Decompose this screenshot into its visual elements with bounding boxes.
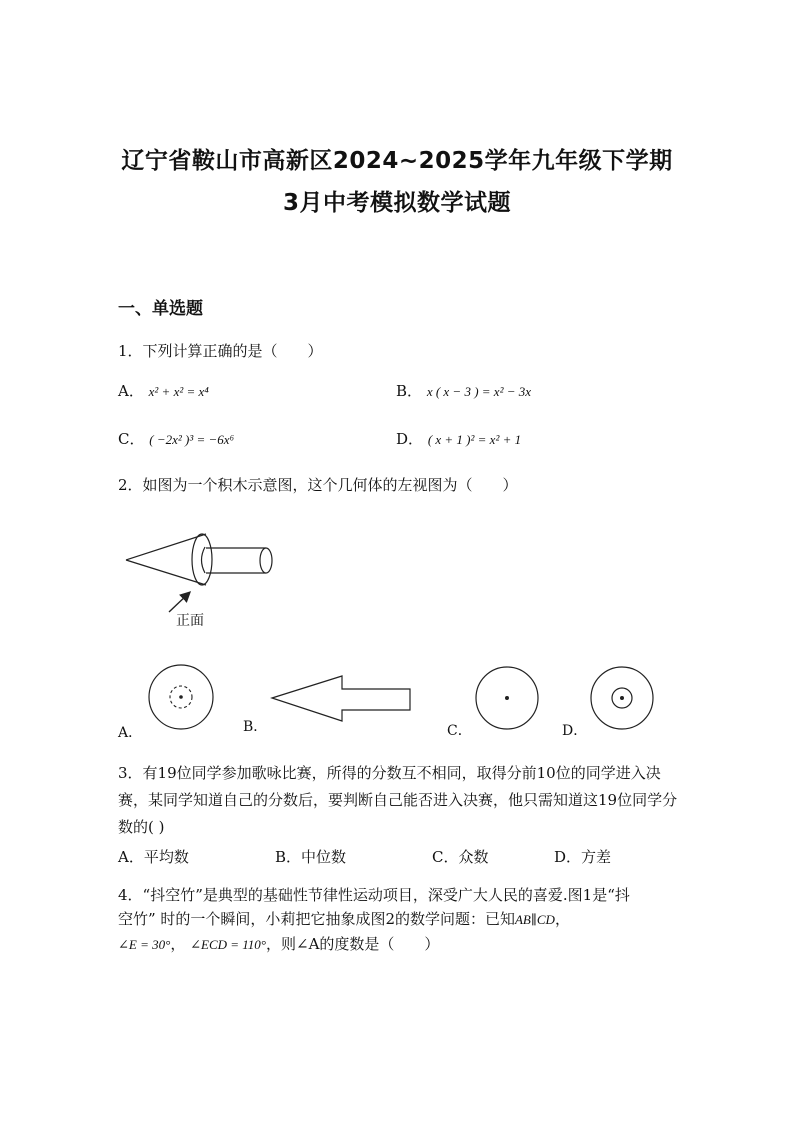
cylinder-end [260, 548, 272, 573]
option-label: D． [396, 430, 424, 448]
title-line-2: 3月中考模拟数学试题 [282, 190, 511, 216]
q4-angle-ecd-math: ∠ECD = 110° [190, 937, 267, 952]
cone-base-inner [202, 547, 206, 573]
q1-option-a[interactable] [118, 380, 209, 401]
q4-line-3-text: ，则∠A的度数是（ ） [266, 935, 440, 953]
question-4-line-3 [118, 931, 688, 958]
front-label: 正面 [176, 613, 204, 629]
q2-option-d[interactable]: D． [562, 723, 588, 739]
q4-sep: ， [170, 935, 186, 953]
option-math: ( −2x² )³ = −6x⁶ [149, 432, 235, 447]
q4-line-2-tail: ， [554, 910, 570, 928]
section-heading: 一、单选题 [118, 299, 203, 319]
q2-main-figure [120, 525, 290, 605]
q4-line-2-text: 空竹” 时的一个瞬间，小莉把它抽象成图2的数学问题：已知 [118, 910, 515, 928]
question-4-line-1: 4．“抖空竹”是典型的基础性节律性运动项目，深受广大人民的喜爱.图1是“抖 [118, 886, 630, 904]
q1-option-b[interactable] [396, 380, 531, 401]
option-label: B． [396, 382, 423, 400]
q2-option-b[interactable]: B． [243, 719, 268, 735]
title-line-1: 辽宁省鞍山市高新区2024~2025学年九年级下学期 [121, 148, 673, 174]
option-math: ( x + 1 )² = x² + 1 [427, 432, 522, 447]
cone-top-slant [126, 534, 206, 560]
question-3-stem: 3．有19位同学参加歌咏比赛，所得的分数互不相同，取得分前10位的同学进入决赛，某同学知道自己的分数后，要判断自己能否进入决赛，他只需知道这19位同学分数的( ) [118, 764, 678, 836]
q3-option-a[interactable]: A．平均数 [118, 848, 189, 866]
q2-option-b-figure [270, 673, 415, 723]
q3-option-d[interactable]: D．方差 [554, 848, 612, 866]
cone-bottom-slant [126, 560, 206, 585]
option-math: x ( x − 3 ) = x² − 3x [426, 384, 532, 399]
q2-option-c-figure [474, 665, 540, 731]
question-2-stem: 2．如图为一个积木示意图，这个几何体的左视图为（ ） [118, 476, 518, 494]
q2-option-d-figure [589, 665, 655, 731]
option-label: C． [118, 430, 145, 448]
q1-option-c[interactable] [118, 428, 234, 449]
q2-option-a-figure [147, 663, 215, 731]
q3-option-b[interactable]: B．中位数 [275, 848, 347, 866]
q3-option-c[interactable]: C．众数 [432, 848, 489, 866]
q4-parallel-math: AB∥CD [514, 912, 555, 927]
q2-option-a[interactable]: A． [118, 725, 143, 741]
question-4-line-2 [118, 906, 688, 933]
option-label: A． [118, 382, 144, 400]
option-math: x² + x² = x⁴ [148, 384, 209, 399]
q2-option-c[interactable]: C． [447, 723, 472, 739]
q1-option-d[interactable] [396, 428, 521, 449]
q4-angle-e-math: ∠E = 30° [118, 937, 171, 952]
question-1-stem: 1．下列计算正确的是（ ） [118, 342, 323, 360]
